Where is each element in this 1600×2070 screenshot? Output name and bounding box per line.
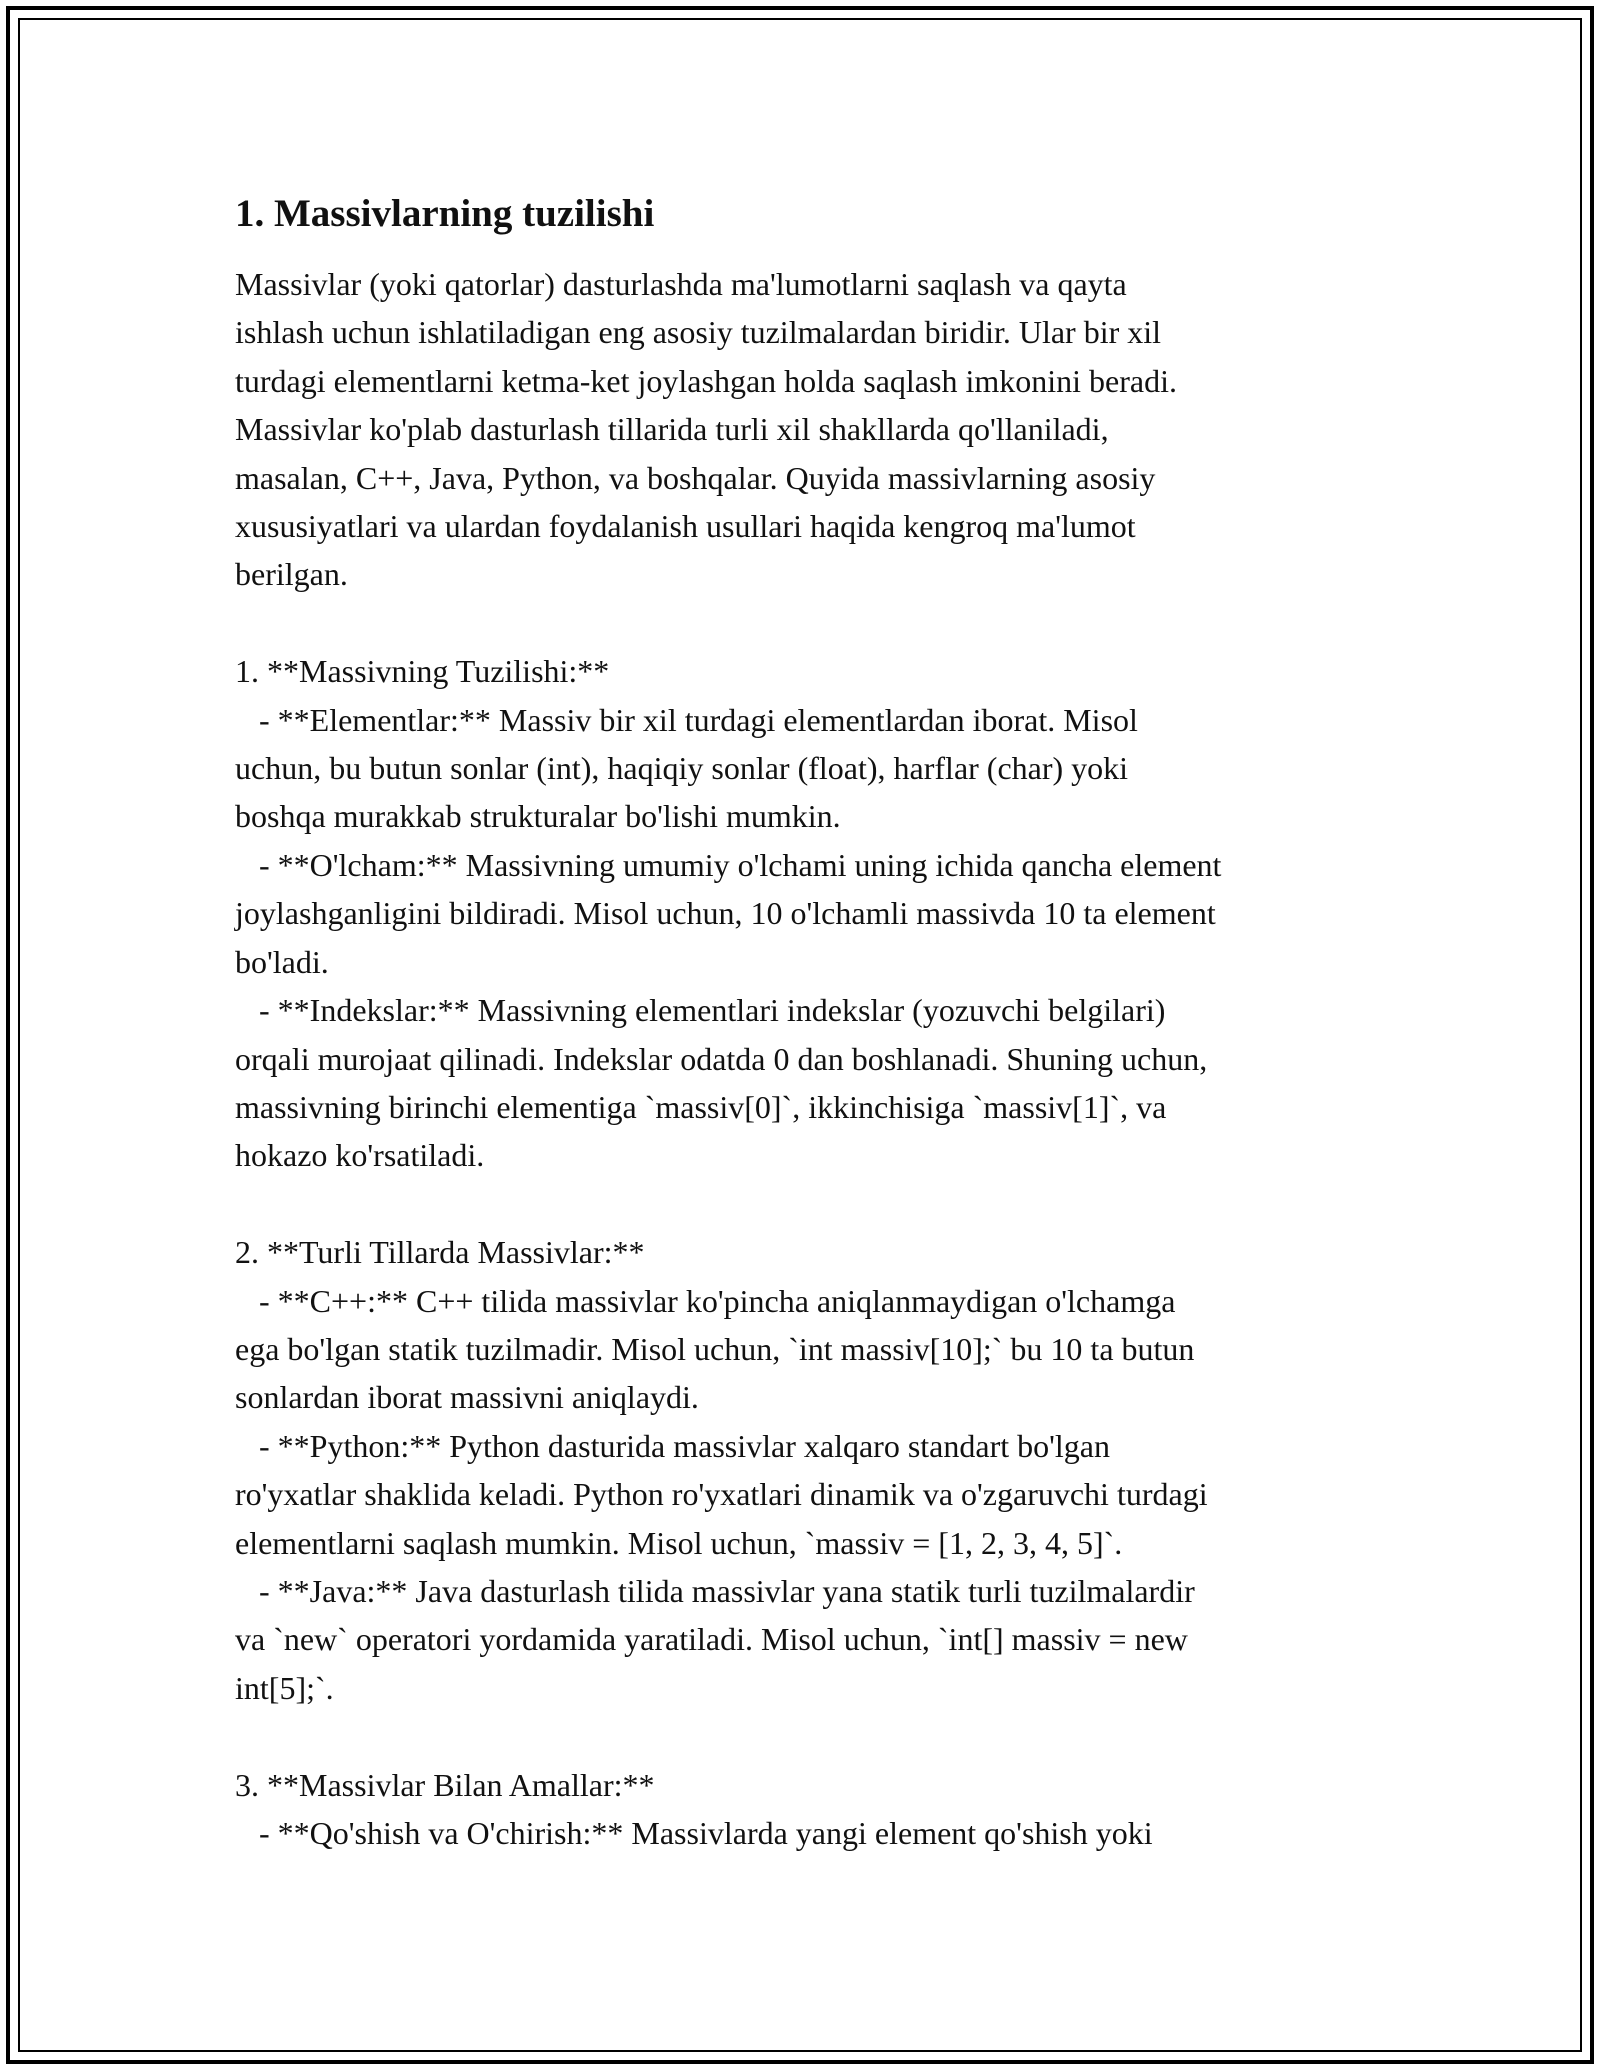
document-title: 1. Massivlarning tuzilishi <box>235 192 655 235</box>
document-body: Massivlar (yoki qatorlar) dasturlashda ma'lumotlarni saqlash va qayta ishlash uchun ishlatiladigan eng asosiy tuzilmalardan biridir. Ular bir xil turdagi elementlarni ketma-ket joylashgan holda saqlash imkonini beradi. Massivlar ko'plab dasturlash tillarida turli xil shakllarda qo'llaniladi, masalan, C++, Java, Python, va boshqalar. Quyida massivlarning asosiy xususiyatlari va ulardan foydalanish usullari haqida kengroq ma'lumot berilgan. 1. **Massivning Tuzilishi:** - **Elementlar:** Massiv bir xil turdagi elementlardan iborat. Misol uchun, bu butun sonlar (int), haqiqiy sonlar (float), harflar (char) yoki boshqa murakkab strukturalar bo'lishi mumkin. - **O'lcham:** Massivning umumiy o'lchami uning ichida qancha element joylashganligini bildiradi. Misol uchun, 10 o'lchamli massivda 10 ta element bo'ladi. - **Indekslar:** Massivning elementlari indekslar (yozuvchi belgilari) orqali murojaat qilinadi. Indekslar odatda 0 dan boshlanadi. Shuning uchun, massivning birinchi elementiga `massiv[0]`, ikkinchisiga `massiv[1]`, va hokazo ko'rsatiladi. 2. **Turli Tillarda Massivlar:** - **C++:** C++ tilida massivlar ko'pincha aniqlanmaydigan o'lchamga ega bo'lgan statik tuzilmadir. Misol uchun, `int massiv[10];` bu 10 ta butun sonlardan iborat massivni aniqlaydi. - **Python:** Python dasturida massivlar xalqaro standart bo'lgan ro'yxatlar shaklida keladi. Python ro'yxatlari dinamik va o'zgaruvchi turdagi elementlarni saqlash mumkin. Misol uchun, `massiv = [1, 2, 3, 4, 5]`. - **Java:** Java dasturlash tilida massivlar yana statik turli tuzilmalardir va `new` operatori yordamida yaratiladi. Misol uchun, `int[] massiv = new int[5];`. 3. **Massivlar Bilan Amallar:** - **Qo'shish va O'chirish:** Massivlarda yangi element qo'shish yoki <box>235 266 1222 1851</box>
document-content <box>235 186 1375 1857</box>
